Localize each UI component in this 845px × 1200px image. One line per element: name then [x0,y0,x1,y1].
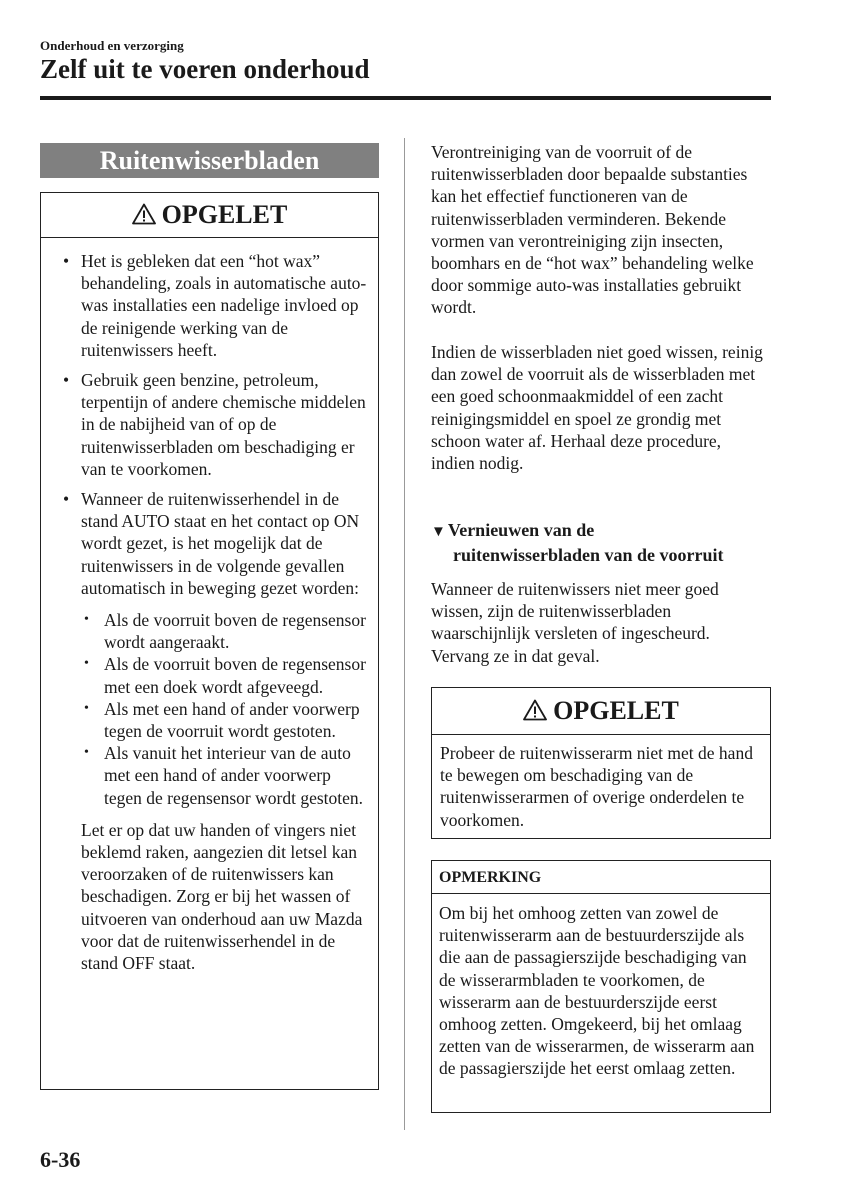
caution-box-right [431,687,771,839]
caution-title: OPGELET [161,200,288,229]
subheading-line: Vernieuwen van de [447,520,595,540]
caution-subbullet: • Als vanuit het interieur van de auto met een hand of ander voorwerp tegen de regensensor wordt gestoten. [81,742,368,809]
page-number: 6-36 [40,1147,81,1172]
page-title: Zelf uit te voeren onderhoud [40,54,370,84]
caution-bullet-text: Wanneer de ruitenwisserhendel in de stand AUTO staat en het contact op ON wordt gezet, is het mogelijk dat de ruitenwissers in de volgende gevallen automatisch in beweging gezet worden: [81,489,360,598]
header-rule [40,96,771,100]
caution-closing: Let er op dat uw handen of vingers niet beklemd raken, aangezien dit letsel kan veroorzaken of de ruitenwissers kan beschadigen. Zorg er bij het wassen of uitvoeren van onderhoud aan uw Mazda voor dat de ruitenwisserhendel in de stand OFF staat. [81,819,363,974]
subheading-line: ruitenwisserbladen van de voorruit [453,545,724,565]
paragraph-cleaning: Indien de wisserbladen niet goed wissen, reinig dan zowel de voorruit als de wisserbladen met een goed schoonmaakmiddel of een zacht reinigingsmiddel en spoel ze grondig met schoon water af. Herhaal deze procedure, indien nodig. [431,342,763,474]
subheading [431,519,776,567]
paragraph-contamination: Verontreiniging van de voorruit of de ruitenwisserbladen door bepaalde substanties kan het effectief functioneren van de ruitenwisserbladen verminderen. Bekende vormen van verontreiniging zijn insecten, boomhars en de “hot wax” behandeling welke door sommige auto-was installaties gebruikt wordt. [431,142,754,318]
caution-subbullet: • Als de voorruit boven de regensensor wordt aangeraakt. [81,609,368,653]
caution-bullet: • Het is gebleken dat een “hot wax” behandeling, zoals in automatische auto-was installaties een nadelige invloed op de reinigende werking van de ruitenwissers heeft. [49,250,368,361]
caution-box-left [40,192,379,1090]
caution-text: Probeer de ruitenwisserarm niet met de hand te bewegen om beschadiging van de ruitenwisserarmen of overige onderdelen te voorkomen. [440,743,753,830]
note-title: OPMERKING [432,861,770,894]
warning-icon [523,699,547,721]
caution-subbullet: • Als de voorruit boven de regensensor met een doek wordt afgeveegd. [81,653,368,697]
caution-title: OPGELET [553,696,679,725]
warning-icon [132,203,156,225]
note-text: Om bij het omhoog zetten van zowel de ruitenwisserarm aan de bestuurderszijde als die aan de passagierszijde beschadiging van de wisserarmbladen te voorkomen, de wisserarm aan de bestuurderszijde eerst omhoog zetten. Omgekeerd, bij het omlaag zetten van de wisserarmen, de wisserarm aan de passagierszijde het eerst omlaag zetten. [439,903,755,1079]
triangle-down-icon: ▼ [431,524,446,540]
caution-subbullet: • Als met een hand of ander voorwerp tegen de voorruit wordt gestoten. [81,698,368,742]
section-title: Ruitenwisserbladen [40,143,379,178]
column-divider [404,138,405,1130]
caution-bullet: • Gebruik geen benzine, petroleum, terpentijn of andere chemische middelen in de nabijheid van of op de ruitenwisserbladen om beschadiging er van te voorkomen. [49,369,368,480]
section-label: Onderhoud en verzorging [40,38,184,53]
paragraph-replace: Wanneer de ruitenwissers niet meer goed wissen, zijn de ruitenwisserbladen waarschijnlijk versleten of ingescheurd. Vervang ze in dat geval. [431,579,719,666]
note-box [431,860,771,1113]
caution-header [41,193,378,238]
caution-bullet [49,488,368,974]
caution-header [432,688,770,735]
